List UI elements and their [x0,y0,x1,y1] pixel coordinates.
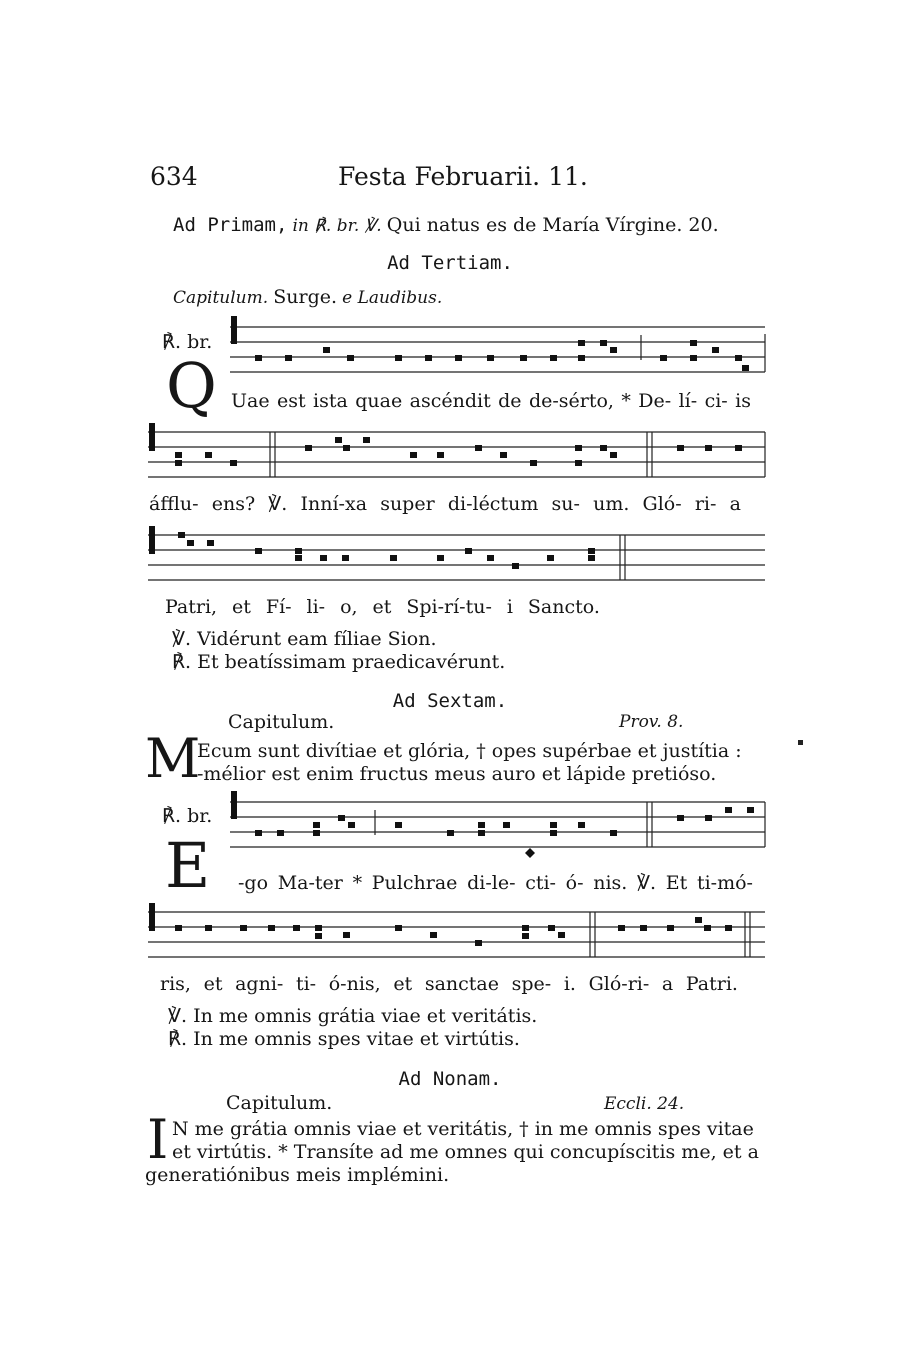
syllable: i. [563,973,576,995]
syllable: Patri. [685,973,738,995]
syllable: su- [551,493,580,515]
syllable: agni- [235,973,284,995]
sextam-ref: Prov. 8. [619,712,684,732]
syllable: Gló-ri- [588,973,650,995]
lyrics-line-5 [160,973,738,995]
syllable: est [277,390,306,412]
syllable: Spi-rí-tu- [406,596,492,618]
syllable: cti- [525,872,556,894]
sextam-versicle: ℣. In me omnis grátia viae et veritátis. [168,1005,538,1027]
syllable: spe- [511,973,552,995]
nonam-line-1: N me grátia omnis viae et veritátis, † in me omnis spes vitae [172,1118,754,1140]
staff-2 [0,415,900,495]
tertiam-capitulum [173,286,442,308]
syllable: a [729,493,741,515]
syllable: lí- [678,390,698,412]
tertiam-capitulum-text: Surge. [273,286,338,308]
syllable: li- [306,596,326,618]
tertiam-initial: Q [166,349,217,422]
syllable: ista [313,390,348,412]
syllable: ti- [295,973,317,995]
syllable: i [506,596,513,618]
syllable: um. [593,493,630,515]
running-head: Festa Februarii. 11. [338,162,588,191]
sextam-capitulum-label: Capitulum. [228,711,335,733]
tertiam-capitulum-ref: e Laudibus. [342,288,443,308]
syllable: Et [665,872,688,894]
syllable: Pulchrae [371,872,458,894]
syllable: et [372,596,392,618]
syllable: ris, [160,973,191,995]
syllable: Patri, [165,596,218,618]
syllable: de-sérto, [528,390,614,412]
lyrics-line-3 [165,596,600,618]
primam-text: Qui natus es de María Vírgine. 20. [386,214,719,236]
sextam-text-line-2: -mélior est enim fructus meus auro et lápide pretióso. [197,763,717,785]
lyrics-line-2 [149,493,741,515]
primam-label: Ad Primam, [173,214,288,236]
syllable: -go [238,872,269,894]
syllable: di-le- [467,872,516,894]
syllable: ℣. [268,493,288,515]
syllable: ó- [565,872,584,894]
syllable: ens? [211,493,256,515]
syllable: áfflu- [149,493,199,515]
syllable: Inní-xa [300,493,368,515]
syllable: et [203,973,223,995]
syllable: de [498,390,522,412]
nonam-initial: I [147,1108,169,1171]
page-number: 634 [150,162,198,191]
sextam-resp-initial: E [165,829,211,902]
margin-dot [798,740,803,745]
syllable: quae [355,390,403,412]
syllable: Sancto. [527,596,600,618]
staff-3 [0,518,900,598]
syllable: nis. [593,872,628,894]
sextam-text-line-1: Ecum sunt divítiae et glória, † opes supérbae et justítia : [197,740,742,762]
syllable: et [232,596,251,618]
staff-5 [0,895,900,975]
syllable: super [380,493,435,515]
syllable: Uae [231,390,270,412]
sextam-resp-label: ℟. br. [162,805,213,827]
staff-1 [0,310,900,390]
syllable: a [661,973,674,995]
tertiam-capitulum-label: Capitulum. [173,288,269,308]
nonam-capitulum-label: Capitulum. [226,1092,333,1114]
syllable: Gló- [642,493,682,515]
nonam-line-3: generatiónibus meis implémini. [145,1164,450,1186]
syllable: ascéndit [409,390,491,412]
tertiam-heading: Ad Tertiam. [387,252,513,274]
primam-line [173,214,719,236]
primam-rubric: in ℟. br. ℣. [292,216,382,236]
staff-4 [0,785,900,865]
syllable: is [735,390,751,412]
syllable: ci- [704,390,728,412]
syllable: Fí- [265,596,292,618]
syllable: ri- [694,493,717,515]
syllable: sanctae [424,973,499,995]
syllable: ó-nis, [328,973,381,995]
syllable: di-léctum [447,493,539,515]
syllable: ti-mó- [696,872,753,894]
nonam-ref: Eccli. 24. [604,1094,685,1114]
syllable: o, [340,596,358,618]
tertiam-resp-label: ℟. br. [162,331,213,353]
syllable: et [393,973,413,995]
tertiam-response: ℟. Et beatíssimam praedicavérunt. [172,651,506,673]
lyrics-line-4 [238,872,753,894]
sextam-initial: M [145,727,201,790]
tertiam-versicle: ℣. Vidérunt eam fíliae Sion. [172,628,437,650]
sextam-response: ℟. In me omnis spes vitae et virtútis. [168,1028,520,1050]
syllable: * [621,390,631,412]
syllable: De- [638,390,672,412]
syllable: Ma-ter [277,872,343,894]
sextam-heading: Ad Sextam. [392,690,508,712]
nonam-line-2: et virtútis. * Transíte ad me omnes qui concupíscitis me, et a [172,1141,759,1163]
nonam-heading: Ad Nonam. [398,1068,502,1090]
syllable: ℣. [637,872,657,894]
lyrics-line-1 [231,390,751,412]
syllable: * [352,872,363,894]
